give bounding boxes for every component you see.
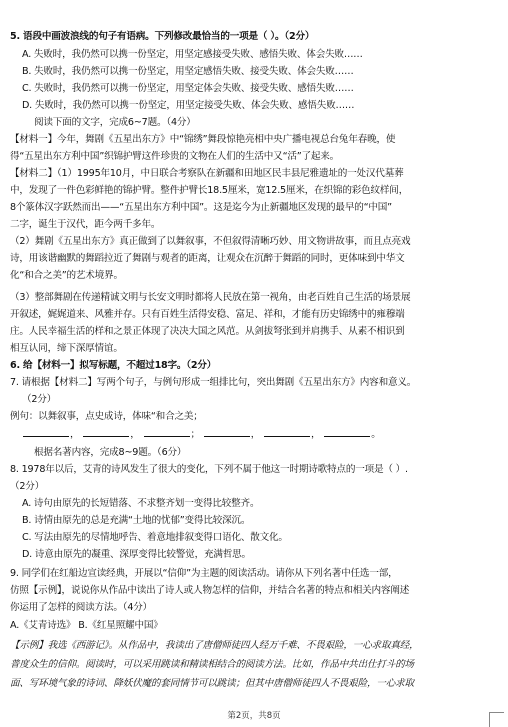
page-footer: 第2页，共8页 xyxy=(227,711,281,721)
material-2-para-2-line-3: 化“和合之美”的艺术境界。 xyxy=(10,270,123,281)
answer-blank-6[interactable] xyxy=(324,426,370,437)
answer-blank-5[interactable] xyxy=(264,426,310,437)
q7-title-line-2: （2分） xyxy=(22,394,57,405)
material-2-line-1: 【材料二】（1）1995年10月，中日联合考察队在新疆和田地区民丰县尼雅遗址的一处汉代墓葬 xyxy=(10,168,404,179)
q9-title-line-3: 你运用了怎样的阅读方法。（4分） xyxy=(10,602,153,613)
material-2-para-2-line-2: 诗，用该谐幽默的舞蹈拉近了舞剧与观者的距离，让观众在沉醉于舞蹈的同时，更体味到中华文 xyxy=(10,253,405,264)
answer-blank-4[interactable] xyxy=(204,426,250,437)
q9-options: A.《艾青诗选》 B.《红星照耀中国》 xyxy=(10,620,163,631)
material-2-line-2: 中，发现了一件色彩鲜艳的锦护臂。整件护臂长18.5厘米，宽12.5厘米，在织锦的彩色纹样间， xyxy=(10,185,409,196)
material-2-para-3-line-4: 相互认同，缔下深厚情谊。 xyxy=(10,343,123,354)
q8-option-d: D. 诗意由原先的凝重、深厚变得比较警觉，充满哲思。 xyxy=(22,549,251,560)
example-line-3: 面、写环境气象的诗词、降妖伏魔的套同情节可以跳读；但其中唐僧师徒四人不畏艰险，一心求取 xyxy=(10,678,414,689)
material-2-para-3-line-2: 开叙述，娓娓道来、风雅并存。只有百姓生活得安稳、富足、祥和，才能有历史锦绣中的雍穆端 xyxy=(10,309,405,320)
q6-title: 6. 给【材料一】拟写标题，不超过18字。（2分） xyxy=(10,360,217,371)
q5-option-c: C. 失败时，我仍然可以携一份坚定，用坚定体会失败、接受失败、感悟失败…… xyxy=(22,83,354,94)
material-1-line-2: 得“五星出东方利中国”织锦护臂这件珍贵的文物在人们的生活中又“活”了起来。 xyxy=(10,151,340,162)
q5-option-a: A. 失败时，我仍然可以携一份坚定，用坚定感接受失败、感悟失败、体会失败…… xyxy=(22,49,363,60)
q8-option-c: C. 写法由原先的尽情地呼告、着意地排叙变得口语化、散文化。 xyxy=(22,532,288,543)
page-corner-mark xyxy=(489,712,504,727)
q7-example: 例句：以舞叙事，点史成诗，体味“和合之美； xyxy=(10,411,203,422)
answer-blank-1[interactable] xyxy=(23,426,69,437)
reading-intro-8-9: 根据名著内容，完成8~9题。（6分） xyxy=(34,447,187,458)
example-line-2: 普度众生的信仰。阅读时，可以采用跳读和精读相结合的阅读方法。比如，作品中共出仕打斗的场 xyxy=(10,659,414,670)
material-1-line-1: 【材料一】今年，舞剧《五星出东方》中“锦绣”舞段惊艳亮相中央广播电视总台兔年春晚，使 xyxy=(10,134,396,145)
material-2-line-4: 二字，诞生于汉代，距今两千多年。 xyxy=(10,219,161,230)
answer-blank-2[interactable] xyxy=(83,426,129,437)
material-2-para-3-line-1: （3）整部舞剧在传递精诚文明与长安文明时都将人民放在第一视角，由老百姓自己生活的场景展 xyxy=(10,292,411,303)
q7-title-line-1: 7. 请根据【材料二】写两个句子，与例句形成一组排比句，突出舞剧《五星出东方》内容和意义。 xyxy=(10,377,417,388)
q5-option-b: B. 失败时，我仍然可以携一份坚定，用坚定感悟失败、接受失败、体会失败…… xyxy=(22,66,354,77)
q9-title-line-1: 9. 同学们在红船边宣读经典，开展以“信仰”为主题的阅读活动。请你从下列名著中任选一部， xyxy=(10,568,398,579)
material-2-para-3-line-3: 庄。人民幸福生活的样和之景正体现了决决大国之风范。从剑拔弩张到并肩携手、从素不相识到 xyxy=(10,326,405,337)
material-2-line-3: 8个篆体汉字跃然而出——“五星出东方利中国”。这是迄今为止新疆地区发现的最早的“中国” xyxy=(10,202,392,213)
q7-answer-blanks[interactable]: ， ， ； ， ， 。 xyxy=(22,426,498,443)
reading-intro-6-7: 阅读下面的文字，完成6~7题。（4分） xyxy=(34,117,196,128)
q9-title-line-2: 仿照【示例】，说说你从作品中读出了诗人或人物怎样的信仰，并结合名著的特点和相关内容阐述 xyxy=(10,585,410,596)
q8-option-a: A. 诗句由原先的长短错落、不求整齐划一变得比较整齐。 xyxy=(22,498,260,509)
material-2-para-2-line-1: （2）舞剧《五星出东方》真正做到了以舞叙事，不但叙得清晰巧妙、用文物讲故事，而且点亮戏 xyxy=(10,236,411,247)
q5-title: 5. 语段中画波浪线的句子有语病。下列修改最恰当的一项是（ ）。（2分） xyxy=(10,31,315,42)
q8-title-line-2: （2分） xyxy=(10,481,45,492)
q8-option-b: B. 诗情由原先的总是充满“土地的忧郁”变得比较深沉。 xyxy=(22,515,251,526)
answer-blank-3[interactable] xyxy=(144,426,190,437)
q8-title-line-1: 8. 1978年以后，艾青的诗风发生了很大的变化，下列不属于他这一时期诗歌特点的一项是（ ）. xyxy=(10,464,408,475)
q5-option-d: D. 失败时，我仍然可以携一份坚定，用坚定接受失败、体会失败、感悟失败…… xyxy=(22,100,355,111)
example-line-1: 【示例】我选《西游记》。从作品中，我读出了唐僧师徒四人经万千难、不畏艰险，一心求取真经， xyxy=(10,640,419,651)
